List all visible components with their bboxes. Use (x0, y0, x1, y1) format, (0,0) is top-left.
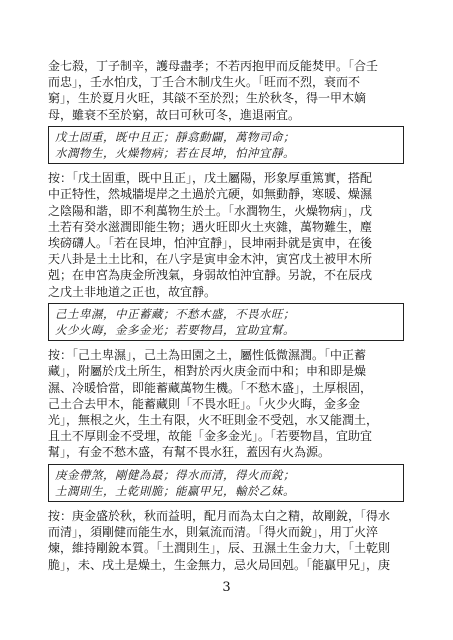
verse-box-wu-earth (48, 126, 404, 164)
text-line: 藏」，附屬於戊土所生，相對於丙火庚金而中和；申和即是燥 (48, 364, 367, 379)
text-line: 母，雖衰不至於窮，故曰可秋可冬，進退兩宜。 (48, 107, 301, 122)
text-line: 而清」，須剛健而能生水，則氣流而清。「得火而銳」，用丁火淬 (48, 525, 379, 540)
page-number: 3 (222, 580, 231, 595)
text-line: 煉，維持剛銳本質。「土潤則生」，辰、丑濕土生金力大，「土乾則 (48, 541, 391, 556)
verse-line: 己土卑濕，中正蓄藏；不愁木盛，不畏水旺； (55, 306, 295, 321)
intro-paragraph (48, 58, 408, 123)
text-line: 脆」，未、戌土是燥土，生金無力，忌火局回剋。「能贏甲兄」，庚 (48, 557, 391, 572)
text-line: 埃磅礴人。「若在艮坤，怕沖宜靜」，艮坤兩卦就是寅申，在後 (48, 235, 373, 250)
text-line: 而忠」，壬水怕戊，丁壬合木制戊生火。「旺而不烈，衰而不 (48, 75, 361, 90)
text-line: 窮」，生於夏月火旺，其燄不至於烈；生於秋冬，得一甲木嫡 (48, 91, 367, 106)
text-line: 且土不厚則金不受埋，故能「金多金光」。「若要物昌，宜助宜 (48, 429, 373, 444)
verse-line: 水潤物生，火燥物病；若在艮坤，怕沖宜靜。 (55, 145, 295, 160)
text-line: 土若有癸水滋潤即能生物；遇火旺即火土夾雜，萬物難生，塵 (48, 219, 373, 234)
verse-line: 土潤則生，土乾則脆；能贏甲兄，輸於乙妹。 (55, 483, 295, 498)
text-line: 之陰陽和諧，即不利萬物生於土。「水潤物生，火燥物病」，戊 (48, 203, 373, 218)
verse-line: 火少火晦，金多金光；若要物昌，宜助宜幫。 (55, 322, 295, 337)
text-line: 金七殺，丁子制辛，護母盡孝；不若丙抱甲而反能焚甲。「合壬 (48, 59, 379, 73)
text-line: 光」，無根之火，生土有限，火不旺則金不受剋，水又能潤土， (48, 412, 379, 427)
text-line: 剋；在申宮為庚金所洩氣，身弱故怕沖宜靜。另說，不在辰戌 (48, 268, 373, 283)
text-line: 按：「己土卑濕」，己土為田園之土，屬性低微濕潤。「中正蓄 (48, 348, 367, 363)
commentary-wu-earth (48, 170, 408, 300)
text-line: 中正特性，然城牆堤岸之土過於亢硬，如無動靜，寒暖、燥濕 (48, 187, 373, 202)
text-line: 按：庚金盛於秋，秋而益明，配月而為太白之精，故剛銳，「得水 (48, 509, 391, 523)
text-line: 天八卦是土土比和，在八字是寅申金木沖，寅宮戊土被甲木所 (48, 252, 373, 267)
commentary-ji-earth (48, 347, 408, 460)
verse-box-geng-metal (48, 464, 404, 502)
verse-line: 戊土固重，既中且正；靜翕動闢，萬物司命； (55, 129, 295, 144)
verse-box-ji-earth (48, 303, 404, 341)
text-line: 己土合去甲木，能蓄藏則「不畏水旺」。「火少火晦，金多金 (48, 396, 361, 411)
commentary-geng-metal (48, 508, 408, 573)
text-line: 濕、冷暖恰當，即能蓄藏萬物生機。「不愁木盛」，土厚根固， (48, 380, 373, 395)
verse-line: 庚金帶煞，剛健為最；得水而清，得火而銳； (55, 467, 295, 482)
text-line: 幫」，有金不愁木盛，有幫不畏水狂，蓋因有火為源。 (48, 445, 331, 460)
text-line: 按：「戊土固重，既中且正」，戊土屬陽，形象厚重篤實，搭配 (48, 171, 373, 186)
text-line: 之戊土非地道之正也，故宜靜。 (48, 284, 217, 299)
